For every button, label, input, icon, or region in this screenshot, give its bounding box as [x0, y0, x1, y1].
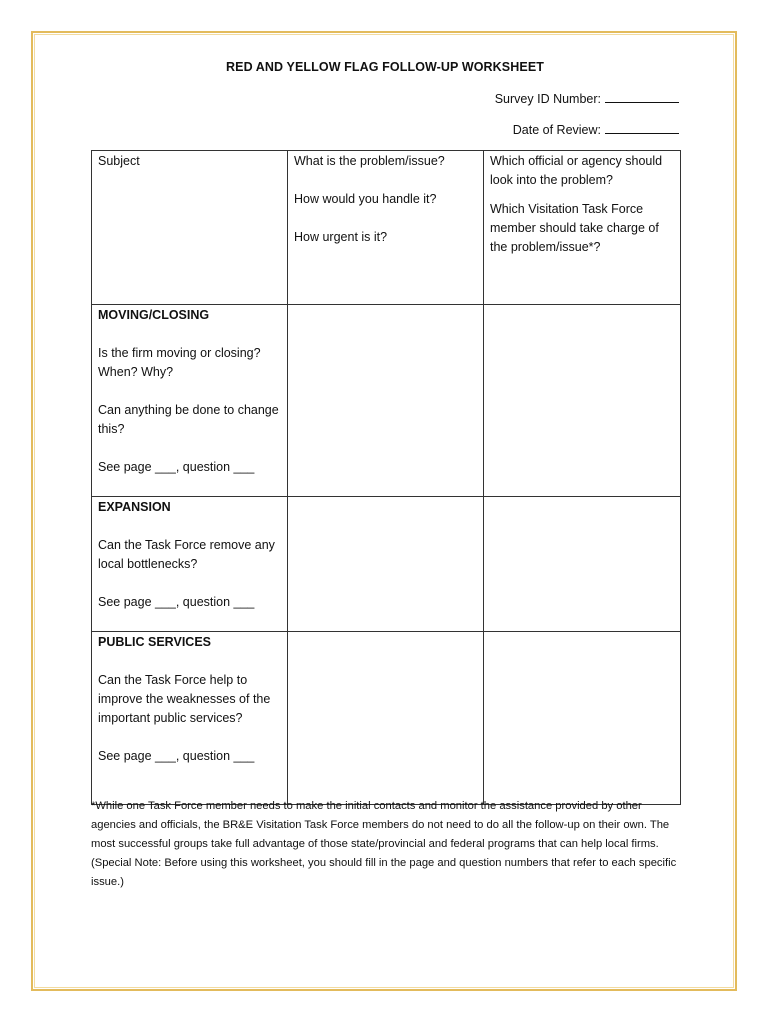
- expansion-heading: EXPANSION: [98, 500, 171, 514]
- survey-id-field: [495, 91, 679, 106]
- public-problem-cell[interactable]: [288, 632, 484, 805]
- header-official: Which official or agency should look into the problem?: [490, 154, 663, 187]
- header-subject: Subject: [98, 154, 140, 168]
- review-date-blank[interactable]: [605, 122, 679, 134]
- worksheet-title: RED AND YELLOW FLAG FOLLOW-UP WORKSHEET: [226, 60, 544, 74]
- header-responsible-cell: [484, 151, 681, 305]
- public-see-page: See page ___, question ___: [98, 749, 255, 763]
- expansion-see-page: See page ___, question ___: [98, 595, 255, 609]
- expansion-responsible-cell[interactable]: [484, 497, 681, 632]
- expansion-subject-cell: [92, 497, 288, 632]
- moving-heading: MOVING/CLOSING: [98, 308, 210, 322]
- table-row-public-services: [92, 632, 681, 805]
- table-row-expansion: [92, 497, 681, 632]
- header-member: Which Visitation Task Force member should take charge of the problem/issue*?: [490, 202, 659, 254]
- public-subject-cell: [92, 632, 288, 805]
- review-date-field: [513, 122, 679, 137]
- footnote-text: *While one Task Force member needs to make the initial contacts and monitor the assistance provided by other agencies and officials, the BR&E Visitation Task Force members do not need to do all the follow-up on their own. The most successful groups take full advantage of those state/provincial and federal programs that can help local firms. (Special Note: Before using this worksheet, you should fill in the page and question numbers that refer to each specific issue.): [91, 800, 677, 888]
- public-question-1: Can the Task Force help to improve the weaknesses of the important public services?: [98, 673, 271, 725]
- moving-question-1: Is the firm moving or closing? When? Why?: [98, 346, 261, 379]
- moving-responsible-cell[interactable]: [484, 305, 681, 497]
- table-header-row: [92, 151, 681, 305]
- public-responsible-cell[interactable]: [484, 632, 681, 805]
- review-date-label: Date of Review:: [512, 123, 601, 137]
- header-subject-cell: [92, 151, 288, 305]
- expansion-problem-cell[interactable]: [288, 497, 484, 632]
- survey-id-blank[interactable]: [605, 91, 679, 103]
- moving-see-page: See page ___, question ___: [98, 460, 255, 474]
- moving-question-2: Can anything be done to change this?: [98, 403, 279, 436]
- worksheet-table: [91, 150, 681, 805]
- table-row-moving-closing: [92, 305, 681, 497]
- expansion-question-1: Can the Task Force remove any local bottlenecks?: [98, 538, 275, 571]
- footnote: [91, 797, 683, 892]
- survey-id-label: Survey ID Number:: [494, 92, 601, 106]
- header-problem-cell: [288, 151, 484, 305]
- header-urgent: How urgent is it?: [294, 230, 388, 244]
- header-handle: How would you handle it?: [294, 192, 437, 206]
- moving-problem-cell[interactable]: [288, 305, 484, 497]
- moving-subject-cell: [92, 305, 288, 497]
- header-problem: What is the problem/issue?: [294, 154, 445, 168]
- public-heading: PUBLIC SERVICES: [98, 635, 211, 649]
